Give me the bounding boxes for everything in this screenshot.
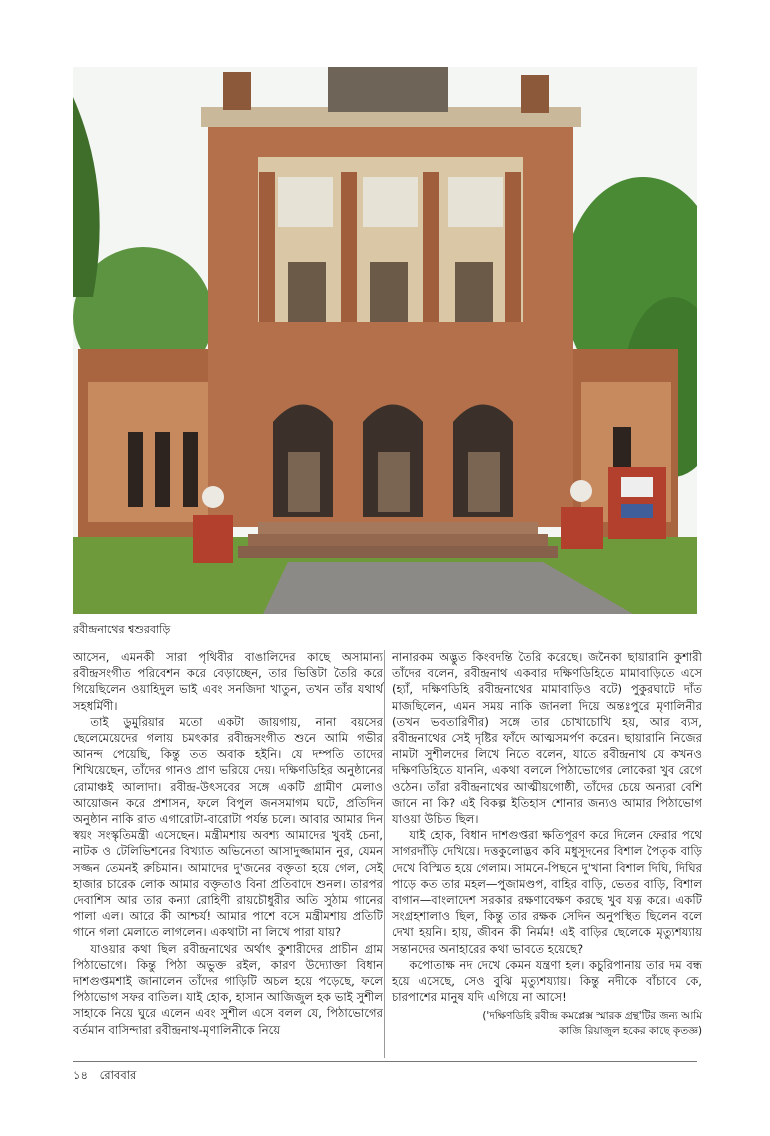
photo-caption: রবীন্দ্রনাথের শ্বশুরবাড়ি [73, 623, 171, 636]
paragraph: যাই হোক, বিধান দাশগুপ্তরা ক্ষতিপূরণ করে দিলেন ফেরার পথে সাগরদাঁড়ি দেখিয়ে। দত্তকুলোদ্ভব কবি মধুসূদনের বিশাল পৈতৃক বাড়ি দেখে বিস্মিত হয়ে গেলাম। সামনে-পিছনে দু'খানা বিশাল দিঘি, দিঘির পাড়ে কত তার মহল—পুজামণ্ডপ, বাহির বাড়ি, ভেতর বাড়ি, বিশাল বাগান—বাংলাদেশ সরকার রক্ষণাবেক্ষণ করছে খুব যত্ন করে। একটি সংগ্রহশালাও ছিল, কিন্তু তার রক্ষক সেদিন অনুপস্থিত ছিলেন বলে দেখা হয়নি। হায়, জীবন কী নির্মম! এই বাড়ির ছেলেকে মৃত্যুশয্যায় সন্তানদের অনাহারের কথা ভাবতে হয়েছে? [392, 828, 702, 956]
paragraph: তাই ডুমুরিয়ার মতো একটা জায়গায়, নানা বয়সের ছেলেমেয়েদের গলায় চমৎকার রবীন্দ্রসংগীত শুনে আমি গভীর আনন্দ পেয়েছি, কিন্তু তত অবাক হইনি। যে দম্পতি তাদের শিখিয়েছেন, তাঁদের গানও প্রাণ ভরিয়ে দেয়। দক্ষিণডিহির অনুষ্ঠানের রোমাঞ্চই আলাদা। রবীন্দ্র-উৎসবের সঙ্গে একটি গ্রামীণ মেলাও আয়োজন করে প্রশাসন, ফলে বিপুল জনসমাগম ঘটে, প্রতিদিন অনুষ্ঠান নাকি রাত এগারোটা-বারোটা পর্যন্ত চলে। আবার আমার দিন স্বয়ং সংস্কৃতিমন্ত্রী এসেছেন। মন্ত্রীমশায় অবশ্য আমাদের খুবই চেনা, নাটক ও টেলিভিশনের বিখ্যাত অভিনেতা আসাদুজ্জামান নুর, যেমন সজ্জন তেমনই রুচিমান। আমাদের দু'জনের বক্তৃতা হয়ে গেল, সেই হাজার চারেক লোক আমার বক্তৃতাও বিনা প্রতিবাদে শুনল। তারপর দেবাশিস আর তার কন্যা রোহিণী রায়চৌধুরীর অতি সুঠাম গানের পালা এল। আরে কী আশ্চর্য! আমার পাশে বসে মন্ত্রীমশায় প্রতিটি গানে গলা মেলাতে লাগলেন। একথাটা না লিখে পারা যায়? [73, 714, 383, 940]
acknowledgement-line: ('দক্ষিণডিহি রবীন্দ্র কমপ্লেক্স স্মারক গ্রন্থ'টির জন্য আমি [482, 1010, 702, 1023]
acknowledgement [392, 1009, 702, 1039]
paragraph: যাওয়ার কথা ছিল রবীন্দ্রনাথের অর্থাৎ কুশারীদের প্রাচীন গ্রাম পিঠাভোগে। কিন্তু পিঠা অভুক্ত রইল, কারণ উদ্যোক্তা বিধান দাশগুপ্তমশাই জানালেন তাঁদের গাড়িটি অচল হয়ে পড়েছে, ফলে পিঠাভোগ সফর বাতিল। যাই হোক, হাসান আজিজুল হক ভাই সুশীল সাহাকে নিয়ে ঘুরে এলেন এবং সুশীল এসে বলল যে, পিঠাভোগের বর্তমান বাসিন্দারা রবীন্দ্রনাথ-মৃণালিনীকে নিয়ে [73, 941, 383, 1037]
acknowledgement-line: কাজি রিয়াজুল হকের কাছে কৃতজ্ঞ) [558, 1025, 702, 1038]
page-number: ১৪ [73, 1068, 88, 1082]
paragraph: কপোতাক্ষ নদ দেখে কেমন যন্ত্রণা হল। কচুরিপানায় তার দম বন্ধ হয়ে এসেছে, সেও বুঝি মৃত্যুশয্যায়। কিন্তু নদীকে বাঁচাবে কে, চারপাশের মানুষ যদি এগিয়ে না আসে! [392, 957, 702, 1005]
magazine-name: রোববার [99, 1068, 137, 1082]
building-photo [73, 67, 697, 614]
page-footer [73, 1067, 144, 1086]
footer-rule [73, 1061, 697, 1062]
paragraph: আসেন, এমনকী সারা পৃথিবীর বাঙালিদের কাছে অসামান্য রবীন্দ্রসংগীত পরিবেশন করে বেড়াচ্ছেন, তার ভিত্তিটা তৈরি করে গিয়েছিলেন ওয়াহিদুল ভাই এবং সনজিদা খাতুন, তখন তাঁর যথার্থ সহধর্মিণী। [73, 650, 383, 713]
right-column [392, 649, 702, 1039]
paragraph: নানারকম অদ্ভুত কিংবদন্তি তৈরি করেছে। জনৈকা ছায়ারানি কুশারী তাঁদের বলেন, রবীন্দ্রনাথ একবার দক্ষিণডিহিতে মামাবাড়িতে এসে (হ্যাঁ, দক্ষিণডিহি রবীন্দ্রনাথের মামাবাড়িও বটে) পুকুরঘাটে দাঁত মাজছিলেন, এমন সময় নাকি জানলা দিয়ে অন্তঃপুরে মৃণালিনীর (তখন ভবতারিণীর) সঙ্গে তার চোখাচোখি হয়, আর ব্যস, রবীন্দ্রনাথের সেই দৃষ্টির ফাঁদে আত্মসমর্পণ করেন। ছায়ারানি নিজের নামটা সুশীলদের লিখে নিতে বলেন, যাতে রবীন্দ্রনাথ যে কখনও দক্ষিণডিহিতে যাননি, একথা বললে পিঠাভোগের লোকেরা খুব রেগে ওঠেন। তাঁরা রবীন্দ্রনাথের আত্মীয়গোষ্ঠী, তাঁদের চেয়ে অন্যরা বেশি জানে না কি? এই বিকল্প ইতিহাস শোনার জন্যও আমার পিঠাভোগ যাওয়া উচিত ছিল। [392, 650, 702, 827]
column-divider [384, 650, 385, 1058]
left-column [73, 649, 383, 1038]
